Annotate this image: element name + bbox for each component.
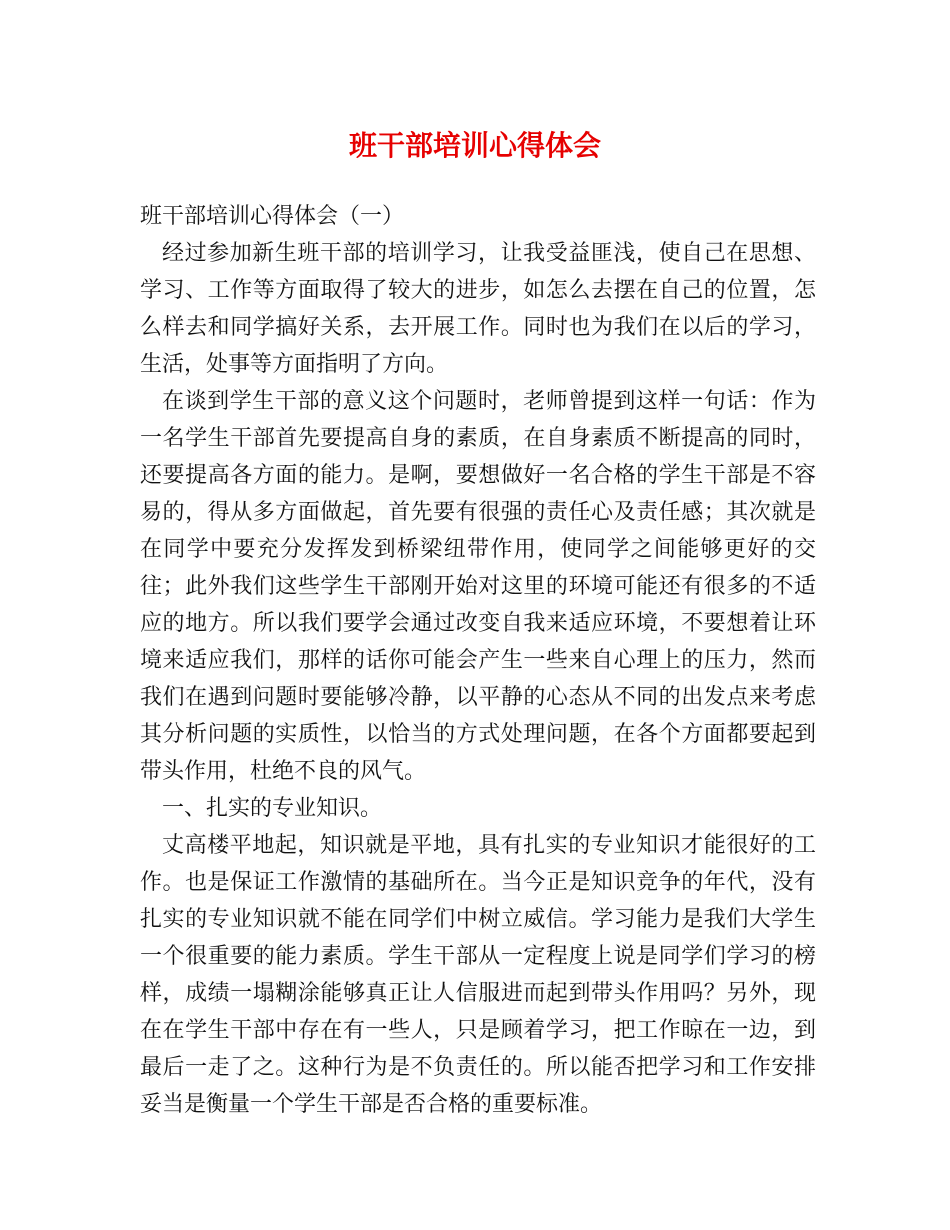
paragraph-intro: 经过参加新生班干部的培训学习，让我受益匪浅，使自己在思想、学习、工作等方面取得了较大的进步，如怎么去摆在自己的位置，怎么样去和同学搞好关系，去开展工作。同时也为我们在以后的学习，生活，处事等方面指明了方向。	[140, 241, 816, 377]
paragraph-heading-knowledge: 一、扎实的专业知识。	[162, 796, 383, 821]
document-title: 班干部培训心得体会	[348, 129, 601, 162]
paragraph-knowledge: 丈高楼平地起，知识就是平地，具有扎实的专业知识才能很好的工作。也是保证工作激情的基础所在。当今正是知识竞争的年代，没有扎实的专业知识就不能在同学们中树立威信。学习能力是我们大学生一个很重要的能力素质。学生干部从一定程度上说是同学们学习的榜样，成绩一塌糊涂能够真正让人信服进而起到带头作用吗？另外，现在在学生干部中存在有一些人，只是顾着学习，把工作晾在一边，到最后一走了之。这种行为是不负责任的。所以能否把学习和工作安排妥当是衡量一个学生干部是否合格的重要标准。	[140, 833, 816, 1117]
paragraph-meaning: 在谈到学生干部的意义这个问题时，老师曾提到这样一句话：作为一名学生干部首先要提高自身的素质，在自身素质不断提高的同时，还要提高各方面的能力。是啊，要想做好一名合格的学生干部是不容易的，得从多方面做起，首先要有很强的责任心及责任感；其次就是在同学中要充分发挥发到桥梁纽带作用，使同学之间能够更好的交往；此外我们这些学生干部刚开始对这里的环境可能还有很多的不适应的地方。所以我们要学会通过改变自我来适应环境，不要想着让环境来适应我们，那样的话你可能会产生一些来自心理上的压力，然而我们在遇到问题时要能够冷静，以平静的心态从不同的出发点来考虑其分析问题的实质性，以恰当的方式处理问题，在各个方面都要起到带头作用，杜绝不良的风气。	[140, 389, 816, 784]
document-body	[140, 198, 816, 1123]
section-heading: 班干部培训心得体会（一）	[140, 204, 405, 229]
